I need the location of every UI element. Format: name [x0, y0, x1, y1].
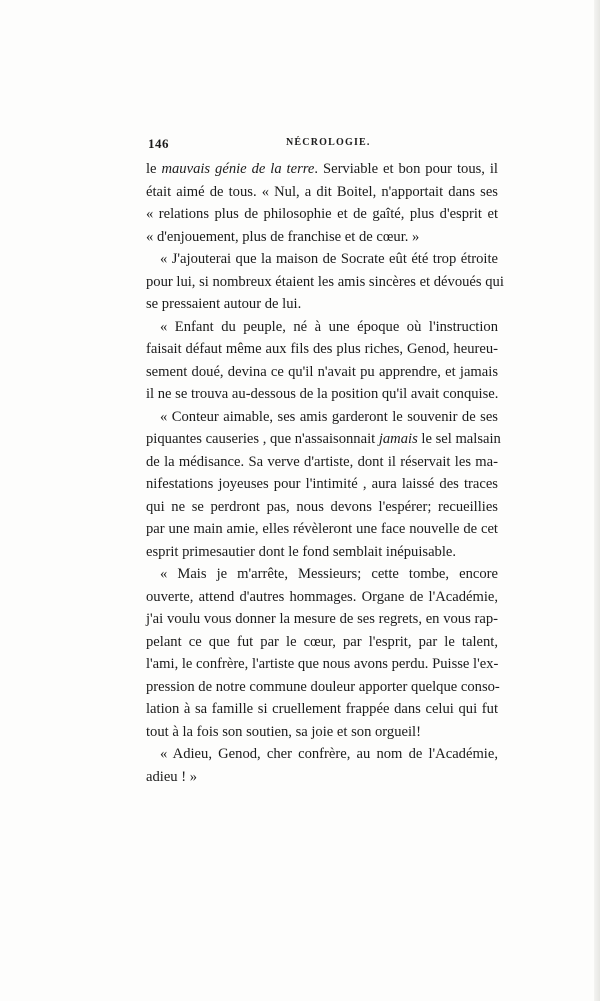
text-line: était aimé de tous. « Nul, a dit Boitel, n'apportait dans ses [146, 183, 498, 200]
italic-phrase: jamais [378, 431, 418, 447]
text-line: lation à sa famille si cruellement frappée dans celui qui fut [146, 701, 498, 717]
page-header [148, 136, 498, 152]
page-number: 146 [148, 136, 169, 151]
text-segment: le [146, 161, 162, 177]
text-segment: piquantes causeries , que n'assaisonnait [146, 431, 379, 447]
text-line: il ne se trouva au-dessous de la position qu'il avait conquise. [146, 386, 499, 402]
text-line: faisait défaut même aux fils des plus riches, Genod, heureu- [146, 341, 498, 357]
paragraph [146, 563, 498, 743]
text-line: « relations plus de philosophie et de gaîté, plus d'esprit et [146, 206, 498, 222]
text-line: nifestations joyeuses pour l'intimité , aura laissé des traces [146, 476, 498, 492]
text-line: qui ne se perdront pas, nous devons l'espérer; recueillies [146, 498, 498, 515]
text-line: pelant ce que fut par le cœur, par l'esprit, par le talent, [146, 633, 498, 650]
italic-phrase: mauvais génie de la terre [161, 161, 315, 177]
text-segment: le sel malsain [417, 431, 501, 447]
text-line: l'ami, le confrère, l'artiste que nous avons perdu. Puisse l'ex- [146, 656, 499, 672]
text-line: « Enfant du peuple, né à une époque où l'instruction [160, 318, 498, 335]
body-text [146, 158, 504, 788]
text-line: de la médisance. Sa verve d'artiste, dont il réservait les ma- [146, 453, 498, 470]
paragraph [146, 316, 498, 406]
text-line: adieu ! » [146, 768, 198, 785]
text-line: « Adieu, Genod, cher confrère, au nom de l'Académie, [160, 746, 498, 762]
text-line: « d'enjouement, plus de franchise et de cœur. » [146, 228, 420, 245]
text-line: « Mais je m'arrête, Messieurs; cette tombe, encore [160, 566, 498, 582]
text-line: ouverte, attend d'autres hommages. Organe de l'Académie, [146, 588, 498, 605]
text-line: esprit primesautier dont le fond semblait inépuisable. [146, 543, 457, 560]
running-title: NÉCROLOGIE. [286, 137, 371, 148]
paragraph [146, 248, 504, 316]
text-line [146, 158, 498, 181]
text-line: j'ai voulu vous donner la mesure de ses regrets, en vous rap- [146, 611, 498, 627]
text-line: tout à la fois son soutien, sa joie et son orgueil! [146, 723, 421, 740]
text-line: « Conteur aimable, ses amis garderont le souvenir de ses [160, 408, 498, 425]
text-line: pour lui, si nombreux étaient les amis sincères et dévoués qui [146, 273, 504, 290]
text-line [146, 428, 501, 451]
text-line: « J'ajouterai que la maison de Socrate eût été trop étroite [160, 251, 498, 267]
text-line: pression de notre commune douleur apporter quelque conso- [146, 678, 500, 695]
text-line: sement doué, devina ce qu'il n'avait pu apprendre, et jamais [146, 363, 498, 380]
text-line: par une main amie, elles révèleront une face nouvelle de cet [146, 521, 498, 537]
text-segment: . Serviable et bon pour tous, il [314, 161, 498, 177]
page-edge [594, 0, 600, 1001]
paragraph [146, 158, 498, 248]
text-line: se pressaient autour de lui. [146, 296, 302, 312]
paragraph [146, 406, 501, 564]
paragraph [146, 743, 498, 788]
